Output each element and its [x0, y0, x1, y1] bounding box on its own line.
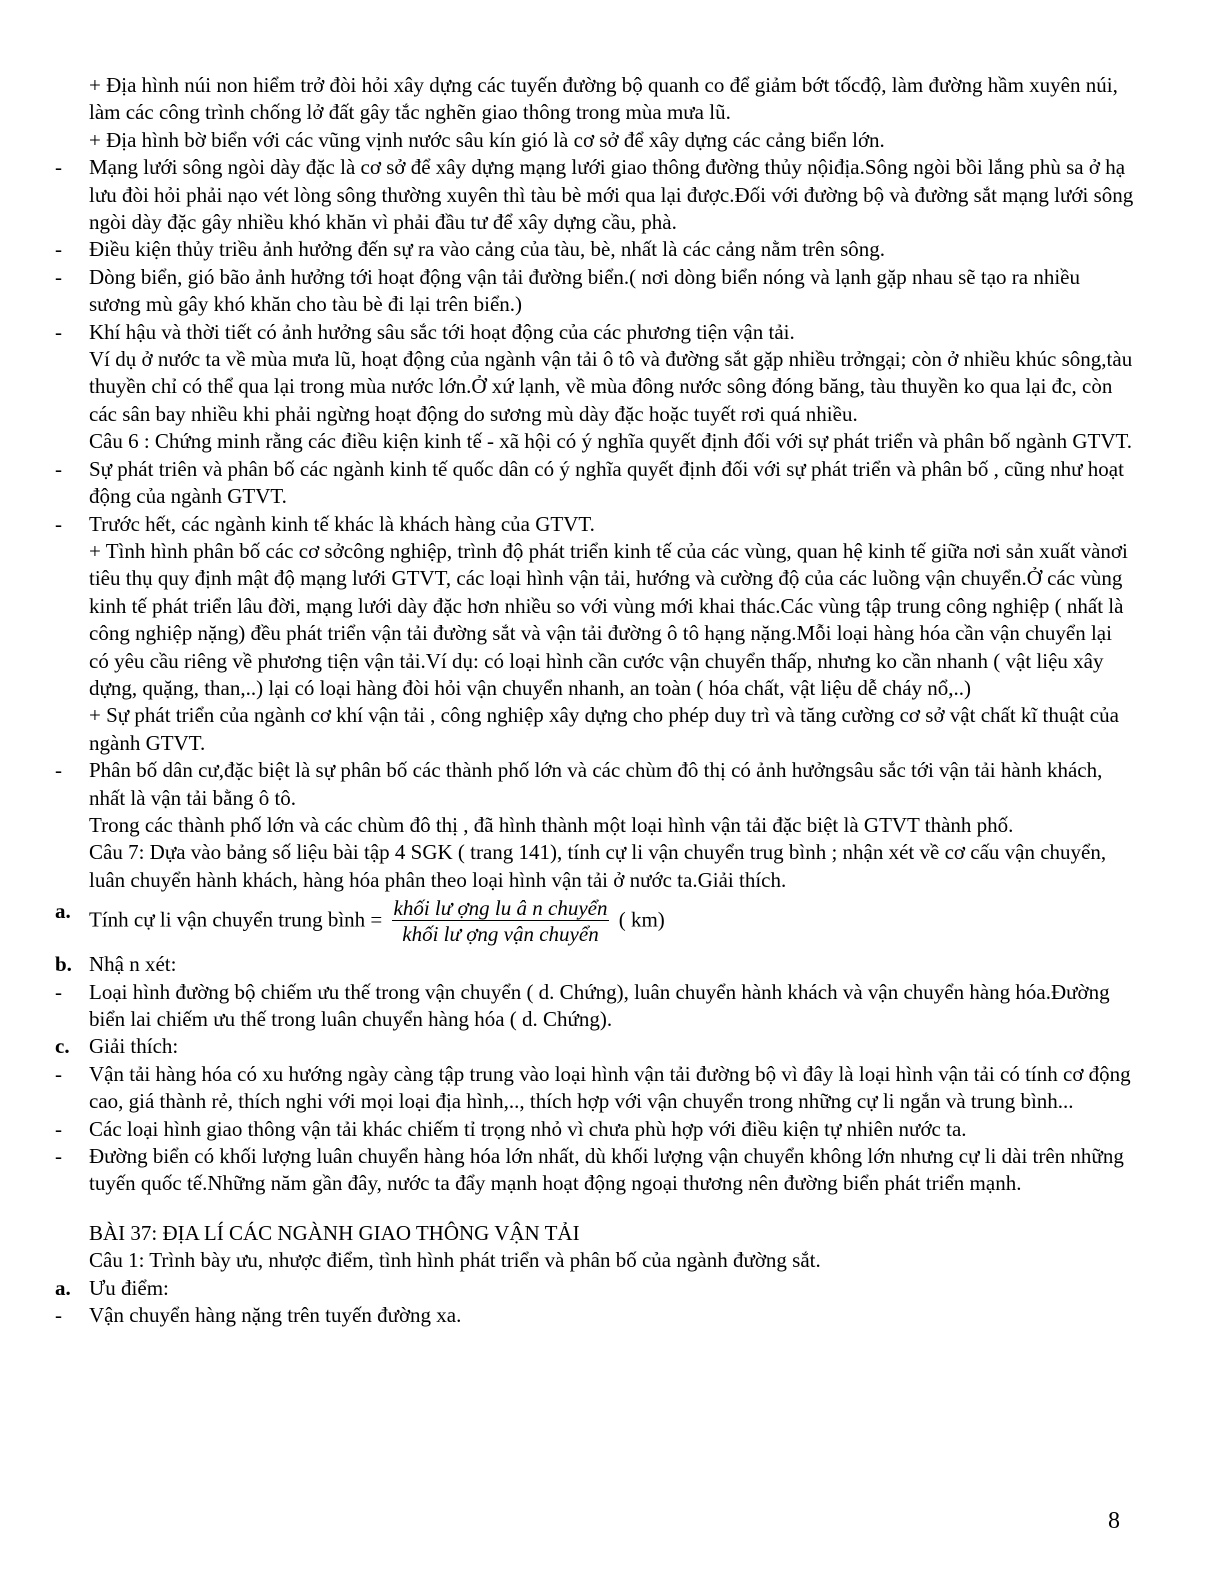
paragraph-text: Câu 6 : Chứng minh rằng các điều kiện kinh tế - xã hội có ý nghĩa quyết định đối với sự phát triển và phân bố ngành GTVT. — [89, 429, 1133, 454]
document-page — [55, 72, 1135, 1329]
paragraph-text: Sự phát triên và phân bố các ngành kinh tế quốc dân có ý nghĩa quyết định đối với sự phát triển và phân bố , cũng như hoạt động của ngành GTVT. — [89, 456, 1124, 509]
paragraph-text: Phân bố dân cư,đặc biệt là sự phân bố các thành phố lớn và các chùm đô thị có ảnh hưởngsâu sắc tới vận tải hành khách, nhất là vận tải bằng ô tô. — [89, 758, 1103, 810]
paragraph-text: Câu 1: Trình bày ưu, nhược điểm, tình hình phát triển và phân bố của ngành đường sắt. — [89, 1248, 821, 1273]
paragraph-text: + Địa hình bờ biển với các vũng vịnh nước sâu kín gió là cơ sở để xây dựng các cảng biển lớn. — [89, 127, 885, 152]
paragraph-text: Các loại hình giao thông vận tải khác chiếm tỉ trọng nhỏ vì chưa phù hợp với điều kiện tự nhiên nước ta. — [89, 1116, 967, 1141]
paragraph — [55, 757, 1135, 812]
paragraph-text: + Sự phát triển của ngành cơ khí vận tải , công nghiệp xây dựng cho phép duy trì và tăng cường cơ sở vật chất kĩ thuật của ngành GTVT. — [89, 703, 1119, 755]
formula-label: Tính cự li vận chuyển trung bình = — [89, 907, 383, 932]
list-marker: - — [55, 456, 62, 481]
paragraph-text: + Tình hình phân bố các cơ sởcông nghiệp, trình độ phát triển kinh tế của các vùng, quan hệ kinh tế giữa nơi sản xuất vànơi tiêu thụ quy định mật độ mạng lưới GTVT, các loại hình vận tải, hướng và cường độ của các luồng vận chuyển.Ở các vùng kinh tế phát triển lâu đời, mạng lưới dày đặc hơn nhiều so với vùng mới khai thác.Các vùng tập trung công nghiệp ( nhất là công nghiệp nặng) đều phát triển vận tải đường sắt và vận tải đường ô tô hạng nặng.Mỗi loại hàng hóa cần vận chuyển lại có yêu cầu riêng về phương tiện vận tải.Ví dụ: có loại hình cần cước vận chuyển thấp, nhưng ko cần nhanh ( vật liệu xây dựng, quặng, than,..) lại có loại hàng đòi hỏi vận chuyển nhanh, an toàn ( hóa chất, vật liệu dễ cháy nổ,..) — [89, 538, 1128, 700]
list-marker: c. — [55, 1034, 70, 1059]
paragraph — [55, 1220, 1135, 1247]
section-gap — [55, 1198, 1135, 1220]
paragraph — [55, 236, 1135, 263]
section-nhan-xet-giai-thich — [55, 951, 1135, 1198]
paragraph — [55, 428, 1135, 455]
paragraph — [55, 1061, 1135, 1116]
list-marker: - — [55, 758, 62, 783]
fraction — [392, 896, 610, 947]
paragraph-text: Vận tải hàng hóa có xu hướng ngày càng tập trung vào loại hình vận tải đường bộ vì đây là loại hình vận tải có tính cơ động cao, giá thành rẻ, thích nghi với mọi loại địa hình,.., thích hợp với vận chuyển trong những cự li ngắn và trung bình... — [89, 1061, 1131, 1114]
paragraph — [55, 1275, 1135, 1302]
list-marker: - — [55, 1303, 62, 1328]
paragraph — [55, 702, 1135, 757]
list-marker: a. — [55, 899, 71, 924]
fraction-denominator: khối lư ợng vận chuyển — [402, 922, 599, 947]
paragraph-text: Nhậ n xét: — [89, 952, 177, 977]
paragraph — [55, 1302, 1135, 1329]
list-marker: - — [55, 264, 62, 289]
list-marker: - — [55, 1061, 62, 1086]
fraction-numerator: khối lư ợng lu â n chuyển — [393, 896, 608, 921]
page-number: 8 — [1108, 1508, 1120, 1534]
paragraph — [55, 1116, 1135, 1143]
paragraph-text: Trong các thành phố lớn và các chùm đô thị , đã hình thành một loại hình vận tải đặc biệt là GTVT thành phố. — [89, 812, 1014, 837]
list-marker: - — [55, 155, 62, 180]
list-marker: - — [55, 979, 62, 1004]
paragraph-text: Câu 7: Dựa vào bảng số liệu bài tập 4 SGK ( trang 141), tính cự li vận chuyển trug bình ; nhận xét về cơ cấu vận chuyển, luân chuyển hành khách, hàng hóa phân theo loại hình vận tải ở nước ta.Giải thích. — [89, 840, 1107, 892]
paragraph — [55, 979, 1135, 1034]
section-cau-5-6-7 — [55, 72, 1135, 894]
paragraph — [55, 511, 1135, 538]
paragraph-text: Vận chuyển hàng nặng trên tuyến đường xa. — [89, 1303, 462, 1328]
paragraph — [55, 456, 1135, 511]
paragraph — [55, 319, 1135, 346]
paragraph-text: Loại hình đường bộ chiếm ưu thế trong vận chuyển ( d. Chứng), luân chuyển hành khách và vận chuyển hàng hóa.Đường biển lai chiếm ưu thế trong luân chuyển hàng hóa ( d. Chứng). — [89, 979, 1110, 1031]
paragraph — [55, 951, 1135, 978]
paragraph — [55, 127, 1135, 154]
paragraph-text: + Địa hình núi non hiểm trở đòi hỏi xây dựng các tuyến đường bộ quanh co để giảm bớt tốcđộ, làm đường hầm xuyên núi, làm các công trình chống lở đất gây tắc nghẽn giao thông trong mùa mưa lũ. — [89, 73, 1118, 125]
paragraph — [55, 264, 1135, 319]
paragraph-text: BÀI 37: ĐỊA LÍ CÁC NGÀNH GIAO THÔNG VẬN TẢI — [89, 1220, 580, 1245]
list-marker: - — [55, 237, 62, 262]
paragraph-text: Ví dụ ở nước ta về mùa mưa lũ, hoạt động của ngành vận tải ô tô và đường sắt gặp nhiều trởngại; còn ở nhiều khúc sông,tàu thuyền chỉ có thể qua lại trong mùa nước lớn.Ở xứ lạnh, về mùa đông nước sông đóng băng, tàu thuyền ko qua lại đc, còn các sân bay nhiều khi phải ngừng hoạt động do sương mù dày đặc hoặc tuyết rơi quá nhiều. — [89, 347, 1133, 426]
paragraph — [55, 346, 1135, 428]
paragraph-text: Mạng lưới sông ngòi dày đặc là cơ sở để xây dựng mạng lưới giao thông đường thủy nộiđịa.Sông ngòi bồi lắng phù sa ở hạ lưu đòi hỏi phải nạo vét lòng sông thường xuyên thì tàu bè mới qua lại được.Đối với đường bộ và đường sắt mạng lưới sông ngòi dày đặc gây nhiều khó khăn vì phải đầu tư để xây dựng cầu, phà. — [89, 155, 1134, 235]
paragraph — [55, 72, 1135, 127]
formula-row — [55, 894, 1135, 951]
paragraph — [55, 839, 1135, 894]
paragraph — [55, 1033, 1135, 1060]
paragraph — [55, 1143, 1135, 1198]
paragraph — [55, 154, 1135, 236]
paragraph-text: Ưu điểm: — [89, 1275, 169, 1300]
paragraph — [55, 812, 1135, 839]
list-marker: - — [55, 319, 62, 344]
list-marker: a. — [55, 1275, 71, 1300]
list-marker: - — [55, 1116, 62, 1141]
paragraph-text: Dòng biển, gió bão ảnh hưởng tới hoạt động vận tải đường biển.( nơi dòng biển nóng và lạnh gặp nhau sẽ tạo ra nhiều sương mù gây khó khăn cho tàu bè đi lại trên biển.) — [89, 264, 1080, 317]
list-marker: - — [55, 511, 62, 536]
paragraph-text: Trước hết, các ngành kinh tế khác là khách hàng của GTVT. — [89, 511, 595, 536]
paragraph-text: Điều kiện thủy triều ảnh hưởng đến sự ra vào cảng của tàu, bè, nhất là các cảng nằm trên sông. — [89, 237, 886, 262]
list-marker: - — [55, 1144, 62, 1169]
formula-unit: ( km) — [618, 907, 665, 932]
section-bai-37 — [55, 1220, 1135, 1330]
paragraph — [55, 538, 1135, 702]
paragraph-text: Giải thích: — [89, 1034, 179, 1059]
paragraph-text: Đường biển có khối lượng luân chuyển hàng hóa lớn nhất, dù khối lượng vận chuyển không lớn nhưng cự li dài trên những tuyến quốc tế.Những năm gần đây, nước ta đẩy mạnh hoạt động ngoại thương nên đường biển phát triển mạnh. — [89, 1144, 1124, 1196]
paragraph-text: Khí hậu và thời tiết có ảnh hưởng sâu sắc tới hoạt động của các phương tiện vận tải. — [89, 319, 795, 344]
paragraph — [55, 1247, 1135, 1274]
list-marker: b. — [55, 952, 72, 977]
